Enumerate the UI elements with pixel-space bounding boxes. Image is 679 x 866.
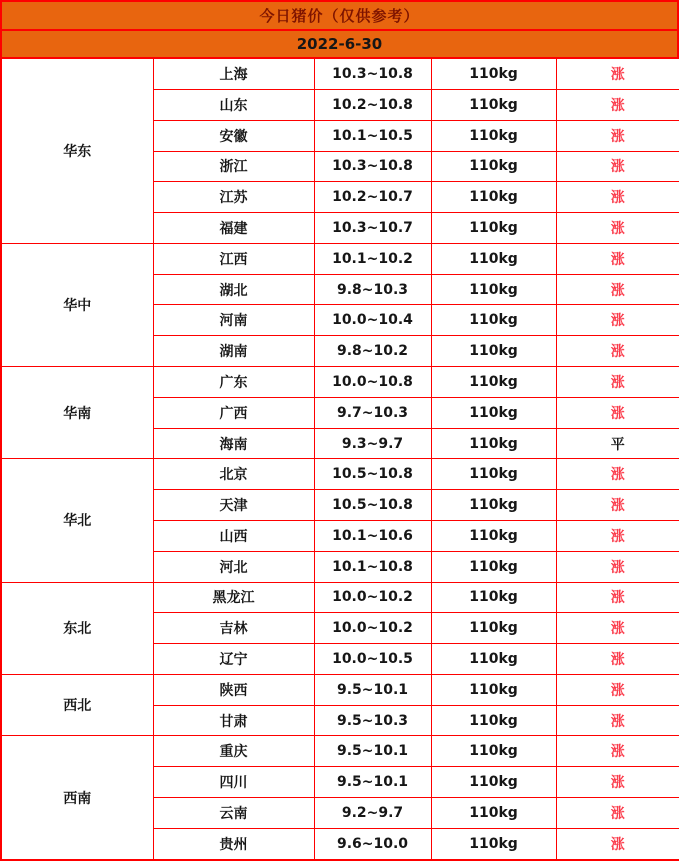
province-cell: 甘肃 [153,705,314,736]
status-cell: 涨 [556,243,679,274]
status-cell: 涨 [556,182,679,213]
status-cell: 涨 [556,90,679,121]
region-cell: 华东 [1,58,153,243]
price-cell: 10.1~10.2 [314,243,431,274]
province-cell: 云南 [153,797,314,828]
status-cell: 涨 [556,336,679,367]
weight-cell: 110kg [431,90,556,121]
price-cell: 10.0~10.2 [314,613,431,644]
weight-cell: 110kg [431,274,556,305]
status-cell: 涨 [556,582,679,613]
price-cell: 10.0~10.5 [314,644,431,675]
date-bar [0,31,679,57]
price-cell: 10.2~10.8 [314,90,431,121]
price-cell: 10.3~10.8 [314,58,431,90]
weight-cell: 110kg [431,243,556,274]
price-table-body [1,58,679,860]
status-cell: 涨 [556,120,679,151]
weight-cell: 110kg [431,428,556,459]
table-row [1,459,679,490]
province-cell: 北京 [153,459,314,490]
weight-cell: 110kg [431,520,556,551]
status-cell: 涨 [556,459,679,490]
status-cell: 涨 [556,213,679,244]
status-cell: 涨 [556,736,679,767]
province-cell: 陕西 [153,674,314,705]
weight-cell: 110kg [431,120,556,151]
weight-cell: 110kg [431,767,556,798]
table-row [1,582,679,613]
weight-cell: 110kg [431,705,556,736]
price-cell: 10.2~10.7 [314,182,431,213]
province-cell: 山西 [153,520,314,551]
status-cell: 涨 [556,644,679,675]
region-cell: 华北 [1,459,153,582]
province-cell: 黑龙江 [153,582,314,613]
table-row [1,367,679,398]
weight-cell: 110kg [431,613,556,644]
region-cell: 东北 [1,582,153,674]
province-cell: 安徽 [153,120,314,151]
price-cell: 9.5~10.1 [314,767,431,798]
page-title: 今日猪价（仅供参考） [259,7,420,25]
weight-cell: 110kg [431,459,556,490]
title-bar [0,0,679,31]
weight-cell: 110kg [431,151,556,182]
province-cell: 河北 [153,551,314,582]
province-cell: 河南 [153,305,314,336]
province-cell: 浙江 [153,151,314,182]
province-cell: 重庆 [153,736,314,767]
province-cell: 辽宁 [153,644,314,675]
province-cell: 海南 [153,428,314,459]
status-cell: 涨 [556,305,679,336]
price-cell: 10.3~10.7 [314,213,431,244]
province-cell: 四川 [153,767,314,798]
price-cell: 10.1~10.5 [314,120,431,151]
weight-cell: 110kg [431,367,556,398]
status-cell: 涨 [556,551,679,582]
province-cell: 天津 [153,490,314,521]
price-cell: 10.0~10.2 [314,582,431,613]
weight-cell: 110kg [431,644,556,675]
weight-cell: 110kg [431,182,556,213]
price-cell: 9.8~10.2 [314,336,431,367]
weight-cell: 110kg [431,828,556,860]
weight-cell: 110kg [431,336,556,367]
status-cell: 涨 [556,828,679,860]
status-cell: 涨 [556,397,679,428]
table-row [1,58,679,90]
province-cell: 贵州 [153,828,314,860]
price-cell: 9.6~10.0 [314,828,431,860]
province-cell: 湖北 [153,274,314,305]
date-label: 2022-6-30 [296,35,383,53]
price-cell: 9.3~9.7 [314,428,431,459]
weight-cell: 110kg [431,582,556,613]
price-cell: 9.7~10.3 [314,397,431,428]
region-cell: 西南 [1,736,153,860]
weight-cell: 110kg [431,58,556,90]
price-cell: 10.5~10.8 [314,459,431,490]
status-cell: 涨 [556,520,679,551]
province-cell: 湖南 [153,336,314,367]
weight-cell: 110kg [431,736,556,767]
province-cell: 广东 [153,367,314,398]
price-cell: 9.2~9.7 [314,797,431,828]
price-cell: 10.1~10.6 [314,520,431,551]
region-cell: 西北 [1,674,153,736]
province-cell: 江西 [153,243,314,274]
province-cell: 上海 [153,58,314,90]
province-cell: 福建 [153,213,314,244]
status-cell: 涨 [556,151,679,182]
weight-cell: 110kg [431,213,556,244]
price-cell: 10.5~10.8 [314,490,431,521]
status-cell: 涨 [556,58,679,90]
status-cell: 涨 [556,797,679,828]
price-cell: 9.5~10.1 [314,736,431,767]
weight-cell: 110kg [431,305,556,336]
status-cell: 涨 [556,674,679,705]
status-cell: 涨 [556,767,679,798]
status-cell: 涨 [556,613,679,644]
price-cell: 9.5~10.3 [314,705,431,736]
status-cell: 涨 [556,490,679,521]
province-cell: 广西 [153,397,314,428]
table-row [1,674,679,705]
status-cell: 涨 [556,367,679,398]
weight-cell: 110kg [431,551,556,582]
table-row [1,243,679,274]
weight-cell: 110kg [431,674,556,705]
weight-cell: 110kg [431,397,556,428]
province-cell: 江苏 [153,182,314,213]
table-row [1,736,679,767]
province-cell: 山东 [153,90,314,121]
status-cell: 涨 [556,274,679,305]
price-cell: 10.3~10.8 [314,151,431,182]
weight-cell: 110kg [431,490,556,521]
status-cell: 涨 [556,705,679,736]
weight-cell: 110kg [431,797,556,828]
price-cell: 10.1~10.8 [314,551,431,582]
price-table [0,57,679,861]
region-cell: 华中 [1,243,153,366]
status-cell: 平 [556,428,679,459]
price-cell: 9.8~10.3 [314,274,431,305]
price-cell: 10.0~10.8 [314,367,431,398]
province-cell: 吉林 [153,613,314,644]
price-cell: 10.0~10.4 [314,305,431,336]
region-cell: 华南 [1,367,153,459]
price-cell: 9.5~10.1 [314,674,431,705]
